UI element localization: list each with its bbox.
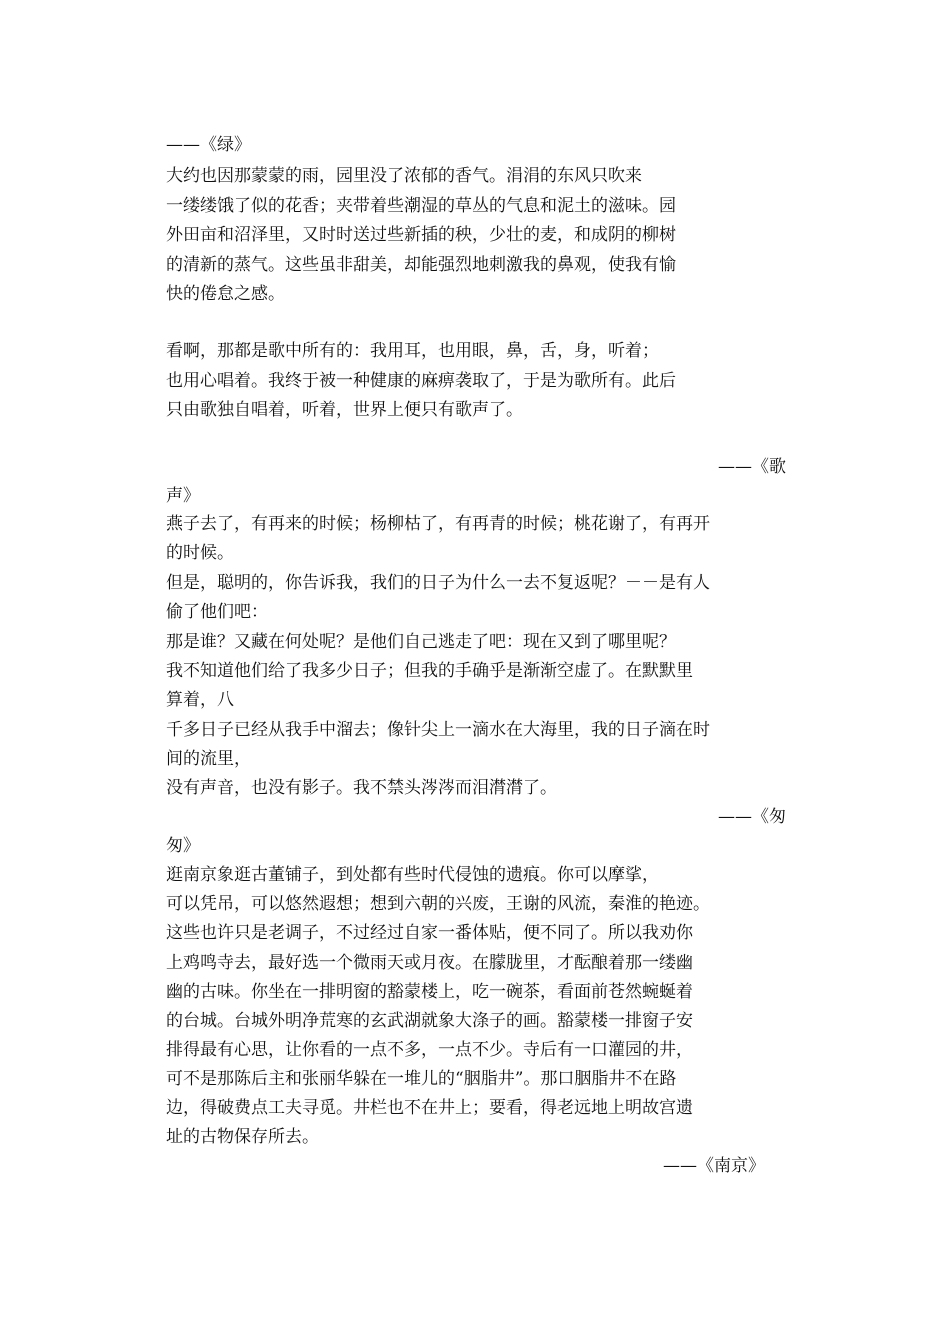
paragraph-line: 燕子去了，有再来的时候；杨柳枯了，有再青的时候；桃花谢了，有再开 <box>166 514 710 534</box>
attribution-nanjing: ——《南京》 <box>663 1156 765 1176</box>
paragraph-line: 快的倦怠之感。 <box>166 284 285 304</box>
paragraph-line: 千多日子已经从我手中溜去；像针尖上一滴水在大海里，我的日子滴在时 <box>166 720 710 740</box>
paragraph-line: 我不知道他们给了我多少日子；但我的手确乎是渐渐空虚了。在默默里 <box>166 661 693 681</box>
paragraph-line: 看啊，那都是歌中所有的：我用耳，也用眼，鼻，舌，身，听着； <box>166 341 659 361</box>
paragraph-line: 没有声音，也没有影子。我不禁头涔涔而泪潸潸了。 <box>166 778 557 798</box>
attribution-wrap: 匆》 <box>166 836 200 856</box>
paragraph-line: 也用心唱着。我终于被一种健康的麻痹袭取了，于是为歌所有。此后 <box>166 371 676 391</box>
paragraph-line: 那是谁？又藏在何处呢？是他们自己逃走了吧：现在又到了哪里呢？ <box>166 632 676 652</box>
paragraph-line: 上鸡鸣寺去，最好选一个微雨天或月夜。在朦胧里，才酝酿着那一缕幽 <box>166 953 693 973</box>
paragraph-line: 址的古物保存所去。 <box>166 1127 319 1147</box>
paragraph-line: 可以凭吊，可以悠然遐想；想到六朝的兴废，王谢的风流，秦淮的艳迹。 <box>166 894 710 914</box>
paragraph-line: 排得最有心思，让你看的一点不多，一点不少。寺后有一口灌园的井， <box>166 1040 693 1060</box>
paragraph-line: 幽的古味。你坐在一排明窗的豁蒙楼上，吃一碗茶，看面前苍然蜿蜒着 <box>166 982 693 1002</box>
paragraph-line: 的时候。 <box>166 543 234 563</box>
paragraph-line: 但是，聪明的，你告诉我，我们的日子为什么一去不复返呢？－－是有人 <box>166 573 710 593</box>
paragraph-line: 可不是那陈后主和张丽华躲在一堆儿的“胭脂井”。那口胭脂井不在路 <box>166 1069 677 1089</box>
paragraph-line: 只由歌独自唱着，听着，世界上便只有歌声了。 <box>166 400 523 420</box>
section-heading-lv: ——《绿》 <box>166 135 251 155</box>
paragraph-line: 这些也许只是老调子，不过经过自家一番体贴，便不同了。所以我劝你 <box>166 923 693 943</box>
paragraph-line: 算着，八 <box>166 690 234 710</box>
attribution-gesheng: ——《歌 <box>718 457 786 477</box>
paragraph-line: 外田亩和沼泽里，又时时送过些新插的秧，少壮的麦，和成阴的柳树 <box>166 225 676 245</box>
paragraph-line: 一缕缕饿了似的花香；夹带着些潮湿的草丛的气息和泥土的滋味。园 <box>166 196 676 216</box>
attribution-congcong: ——《匆 <box>718 807 786 827</box>
paragraph-line: 大约也因那蒙蒙的雨，园里没了浓郁的香气。涓涓的东风只吹来 <box>166 166 642 186</box>
paragraph-line: 的清新的蒸气。这些虽非甜美，却能强烈地刺激我的鼻观，使我有愉 <box>166 255 676 275</box>
paragraph-line: 边，得破费点工夫寻觅。井栏也不在井上；要看，得老远地上明故宫遗 <box>166 1098 693 1118</box>
paragraph-line: 偷了他们吧： <box>166 602 268 622</box>
paragraph-line: 间的流里， <box>166 749 251 769</box>
attribution-wrap: 声》 <box>166 486 200 506</box>
paragraph-line: 逛南京象逛古董铺子，到处都有些时代侵蚀的遗痕。你可以摩挲， <box>166 865 659 885</box>
paragraph-line: 的台城。台城外明净荒寒的玄武湖就象大涤子的画。豁蒙楼一排窗子安 <box>166 1011 693 1031</box>
